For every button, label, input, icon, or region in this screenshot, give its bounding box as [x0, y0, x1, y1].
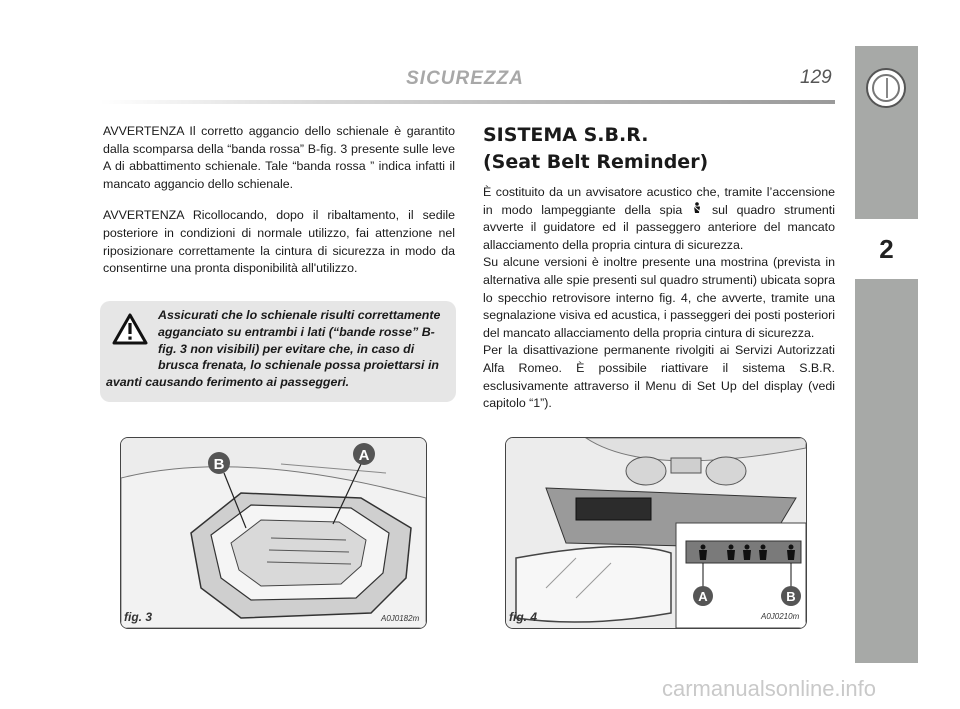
watermark: carmanualsonline.info [662, 676, 877, 701]
chapter-number: 2 [855, 219, 918, 279]
body-paragraph: Per la disattivazione permanente rivolgiti ai Servizi Autorizzati Alfa Romeo. È possibile riattivare il sistema S.B.R. esclusivamente attraverso il Menu di Set Up del display (vedi capitolo “1”). [483, 343, 835, 411]
marker-b-label: B [786, 589, 796, 604]
warning-note-paragraph: AVVERTENZA Ricollocando, dopo il ribaltamento, il sedile posteriore in condizioni di normale utilizzo, fai attenzione nel riposizionare correttamente la cintura di sicurezza in modo da consentirne una pronta disponibilità all'utilizzo. [103, 208, 455, 276]
marker-a-label: A [358, 447, 370, 464]
section-title-line2: (Seat Belt Reminder) [483, 151, 709, 173]
figure-label: fig. 3 [124, 610, 153, 624]
page-number: 129 [800, 67, 832, 88]
section-title-line1: SISTEMA S.B.R. [483, 124, 649, 146]
figure-code: A0J0210m [761, 612, 800, 621]
body-paragraph [483, 184, 835, 254]
left-column [103, 123, 455, 292]
right-column [483, 184, 835, 413]
chapter-side-tab [855, 46, 918, 663]
safety-warning-text [106, 307, 448, 391]
warning-note-paragraph: AVVERTENZA Il corretto aggancio dello schienale è garantito dalla scomparsa della “banda rossa” B-fig. 3 presente sulle leve A di abbattimento schienale. Tale “banda rossa ” indica infatti il mancato aggancio dello schienale. [103, 124, 455, 191]
rear-seat-lever-illustration [121, 438, 426, 628]
section-header-title: SICUREZZA [406, 68, 524, 89]
sbr-display-illustration [506, 438, 806, 628]
figure-3-seat-lever [120, 437, 427, 629]
body-text: sul quadro strumenti avverte il guidatore ed il passeggero anteriore del mancato allacciamento della propria cintura di sicurezza. [483, 202, 836, 252]
section-title [483, 122, 843, 176]
marker-a-label: A [698, 589, 708, 604]
safety-warning-box [100, 301, 456, 402]
figure-code: A0J0182m [381, 614, 420, 623]
body-text: È costituito da un avvisatore acustico che, tramite l’accensione in modo lampeggiante della spia [483, 185, 835, 217]
body-paragraph: Su alcune versioni è inoltre presente una mostrina (prevista in alternativa alle spie presenti sul quadro strumenti) ubicata sopra lo specchio retrovisore interno fig. 4, che avverte, tramite una segnalazione visiva ed acustica, i passeggeri dei posti posteriori del mancato allacciamento della propria cintura di sicurezza. [483, 255, 835, 340]
seatbelt-warning-icon [691, 202, 703, 220]
safety-warning-content: Assicurati che lo schienale risulti correttamente agganciato su entrambi i lati (“bande rosse” B-fig. 3 non visibili) per evitare che, in caso di brusca frenata, lo schienale possa proiettarsi in avanti causando ferimento ai passeggeri. [106, 308, 441, 390]
alfa-romeo-logo [866, 68, 906, 108]
header-divider [100, 100, 835, 104]
figure-4-sbr-display [505, 437, 807, 629]
marker-b-label: B [213, 456, 225, 473]
figure-label: fig. 4 [509, 610, 538, 624]
